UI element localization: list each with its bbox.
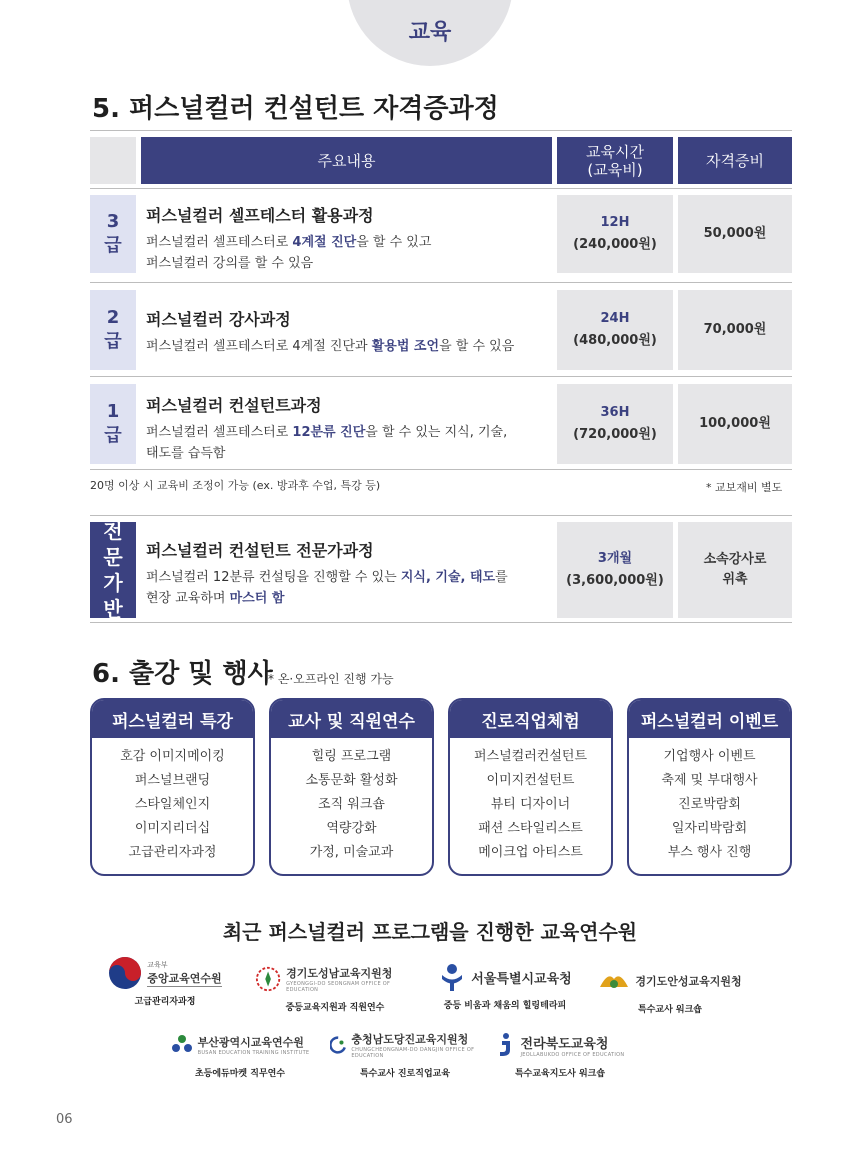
course-cert-fee: 소속강사로 위촉 [678, 522, 792, 618]
list-item: 메이크업 아티스트 [478, 845, 583, 860]
course-desc: 퍼스널컬러 강의를 할 수 있음 [146, 256, 314, 271]
list-item: 힐링 프로그램 [311, 749, 392, 764]
org-program: 특수교육지도사 워크숍 [514, 1069, 606, 1079]
list-item: 이미지리더십 [134, 821, 211, 836]
list-item: 가정, 미술교과 [309, 845, 394, 860]
org-program: 중등 비움과 채움의 힐링테라피 [443, 1001, 567, 1011]
section6-note: * 온·오프라인 진행 가능 [268, 672, 394, 686]
list-item: 스타일체인지 [134, 797, 211, 812]
list-item: 조직 워크숍 [318, 797, 385, 812]
service-box-staff-training [269, 698, 434, 876]
service-list [92, 738, 253, 865]
service-box-title: 교사 및 직원연수 [271, 700, 432, 738]
list-item: 부스 행사 진행 [667, 845, 752, 860]
course-cert-fee: 100,000원 [678, 384, 792, 464]
org-program: 중등교육지원과 직원연수 [285, 1003, 385, 1013]
level-badge-3: 3 급 [90, 195, 136, 273]
course-title: 퍼스널컬러 강사과정 [146, 310, 291, 329]
dangjin-logo-icon [330, 1034, 346, 1056]
section5-title: 5. 퍼스널컬러 컨설턴트 자격증과정 [92, 94, 499, 124]
course-expert [146, 538, 508, 609]
taegeuk-logo-icon [108, 956, 142, 990]
divider [90, 469, 792, 470]
fee-note: 20명 이상 시 교육비 조정이 가능 (ex. 방과후 수업, 특강 등) [90, 479, 381, 492]
service-box-title: 진로직업체험 [450, 700, 611, 738]
divider [90, 376, 792, 377]
table-header-blank [90, 137, 136, 184]
list-item: 진로박람회 [678, 797, 741, 812]
category-tab-label: 교육 [408, 19, 452, 45]
course-desc: 퍼스널컬러 셀프테스터로 12분류 진단을 할 수 있는 지식, 기술, [146, 425, 508, 440]
course-desc: 퍼스널컬러 셀프테스터로 4계절 진단을 할 수 있고 [146, 235, 432, 250]
list-item: 기업행사 이벤트 [663, 749, 756, 764]
course-3 [146, 203, 431, 274]
list-item: 퍼스널브랜딩 [134, 773, 211, 788]
course-2 [146, 307, 514, 357]
course-cert-fee: 50,000원 [678, 195, 792, 273]
course-cert-fee: 70,000원 [678, 290, 792, 370]
service-box-title: 퍼스널컬러 이벤트 [629, 700, 790, 738]
seongnam-logo-icon [255, 965, 281, 993]
service-list [450, 738, 611, 865]
divider [90, 130, 792, 131]
service-list [271, 738, 432, 865]
course-desc: 현장 교육하며 마스터 함 [146, 591, 285, 606]
section6-title: 6. 출강 및 행사 [92, 659, 273, 689]
org-busan: 부산광역시교육연수원 BUSAN EDUCATION TRAINING INSTITUTE 초등에듀마켓 직무연수 [165, 1030, 315, 1079]
org-seoul: 서울특별시교육청 중등 비움과 채움의 힐링테라피 [425, 962, 585, 1011]
course-title: 퍼스널컬러 컨설턴트 전문가과정 [146, 541, 374, 560]
course-time: 12H (240,000원) [557, 195, 673, 273]
category-tab [347, 0, 513, 66]
materials-note: * 교보재비 별도 [706, 481, 783, 494]
org-program: 초등에듀마켓 직무연수 [194, 1069, 286, 1079]
course-title: 퍼스널컬러 컨설턴트과정 [146, 396, 322, 415]
level-badge-expert: 전 문 가 반 [90, 522, 136, 618]
divider [90, 282, 792, 283]
list-item: 축제 및 부대행사 [661, 773, 758, 788]
list-item: 호감 이미지메이킹 [120, 749, 225, 764]
divider [90, 622, 792, 623]
org-program: 특수교사 워크숍 [638, 1005, 702, 1015]
divider [90, 515, 792, 516]
list-item: 일자리박람회 [671, 821, 748, 836]
list-item: 뷰티 디자이너 [490, 797, 571, 812]
course-desc: 퍼스널컬러 12분류 컨설팅을 진행할 수 있는 지식, 기술, 태도를 [146, 570, 508, 585]
list-item: 고급관리자과정 [128, 845, 217, 860]
course-time: 24H (480,000원) [557, 290, 673, 370]
level-badge-2: 2 급 [90, 290, 136, 370]
org-program: 특수교사 진로직업교육 [359, 1069, 451, 1079]
org-anseong: 경기도안성교육지원청 특수교사 워크숍 [590, 966, 750, 1015]
course-title: 퍼스널컬러 셀프테스터 활용과정 [146, 206, 374, 225]
course-desc: 태도를 습득함 [146, 446, 226, 461]
page-number: 06 [56, 1112, 73, 1127]
course-time: 3개월 (3,600,000원) [557, 522, 673, 618]
list-item: 퍼스널컬러컨설턴트 [473, 749, 588, 764]
list-item: 소통문화 활성화 [305, 773, 398, 788]
org-program: 고급관리자과정 [134, 997, 196, 1007]
seoul-logo-icon [438, 962, 466, 992]
list-item: 이미지컨설턴트 [486, 773, 575, 788]
header-cert: 자격증비 [678, 137, 792, 184]
divider [90, 188, 792, 189]
service-box-event [627, 698, 792, 876]
level-badge-1: 1 급 [90, 384, 136, 464]
busan-logo-icon [171, 1034, 193, 1056]
service-box-lecture [90, 698, 255, 876]
course-1 [146, 393, 507, 464]
list-item: 패션 스타일리스트 [478, 821, 583, 836]
header-content: 주요내용 [141, 137, 552, 184]
org-seongnam: 경기도성남교육지원청 GYEONGGI-DO SEONGNAM OFFICE OF EDUCATION 중등교육지원과 직원연수 [255, 964, 415, 1013]
service-box-career [448, 698, 613, 876]
org-ministry-of-education: 교육부 중앙교육연수원 고급관리자과정 [100, 958, 230, 1007]
service-box-title: 퍼스널컬러 특강 [92, 700, 253, 738]
list-item: 역량강화 [326, 821, 377, 836]
course-time: 36H (720,000원) [557, 384, 673, 464]
anseong-logo-icon [598, 969, 630, 993]
course-desc: 퍼스널컬러 셀프테스터로 4계절 진단과 활용법 조언을 할 수 있음 [146, 339, 515, 354]
header-time: 교육시간 (교육비) [557, 137, 673, 184]
org-jeonbuk: 전라북도교육청 JEOLLABUKDO OFFICE OF EDUCATION 특수교육지도사 워크숍 [490, 1030, 630, 1079]
jeonbuk-logo-icon [496, 1032, 516, 1058]
org-dangjin: 충청남도당진교육지원청 CHUNGCHEONGNAM-DO DANGJIN OFFICE OF EDUCATION 특수교사 진로직업교육 [330, 1030, 480, 1079]
service-list [629, 738, 790, 865]
recent-programs-title: 최근 퍼스널컬러 프로그램을 진행한 교육연수원 [222, 920, 638, 944]
